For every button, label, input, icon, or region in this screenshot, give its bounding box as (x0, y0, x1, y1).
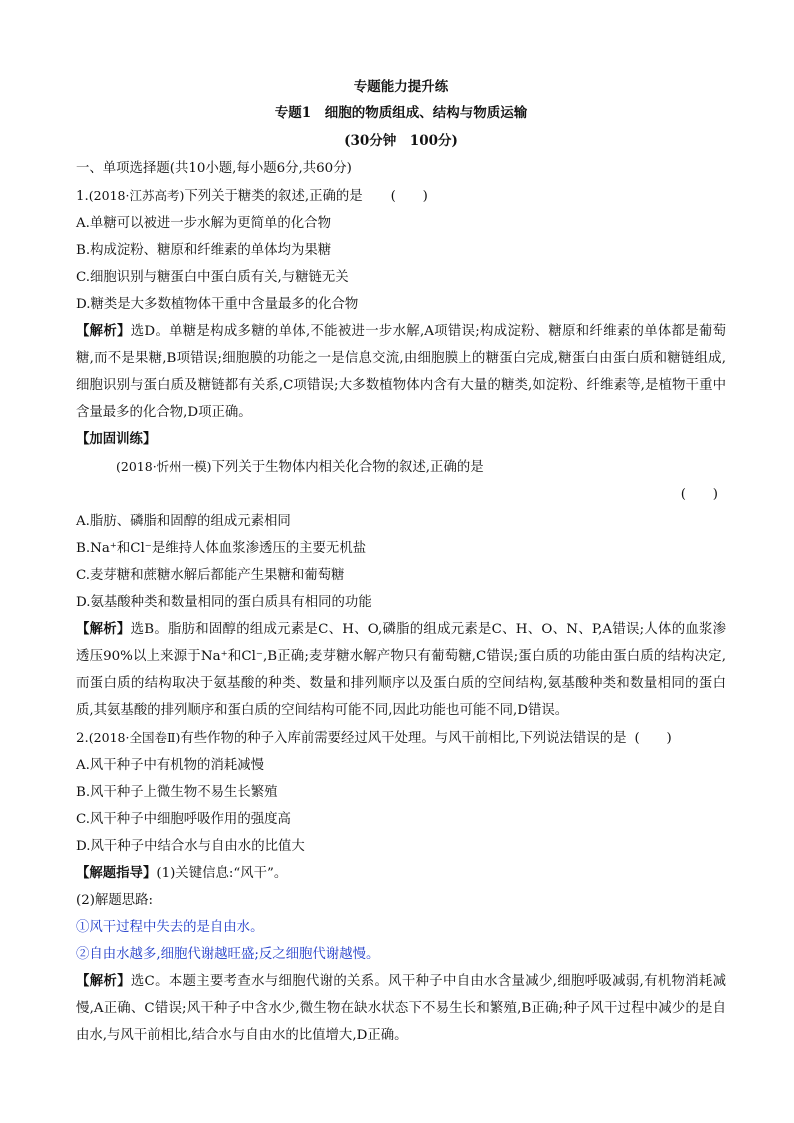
analysis-paragraph (76, 318, 726, 426)
analysis-text: 选C。本题主要考查水与细胞代谢的关系。风干种子中自由水含量减少,细胞呼吸减弱,有机物消耗减慢,A正确、C错误;风干种子中含水少,微生物在缺水状态下不易生长和繁殖,B正确;种子风干过程中减少的是自由水,与风干前相比,结合水与自由水的比值增大,D正确。 (76, 974, 726, 1043)
question-text: 有些作物的种子入库前需要经过风干处理。与风干前相比,下列说法错误的是 (180, 731, 627, 746)
question-source: (2018·忻州一模) (116, 459, 212, 474)
analysis-paragraph (76, 968, 726, 1049)
option-a: A.风干种子中有机物的消耗减慢 (76, 758, 265, 773)
time-score: (30分钟 100分) (344, 133, 458, 149)
answer-blank: ( ) (390, 189, 428, 204)
analysis-tag: 【解析】 (76, 323, 131, 339)
option-d: D.风干种子中结合水与自由水的比值大 (76, 839, 305, 854)
question-number: 2. (76, 731, 89, 746)
answer-blank: ( ) (680, 487, 718, 502)
reinforcement-stem (76, 453, 726, 481)
guide-point-1: ①风干过程中失去的是自由水。 (76, 920, 264, 935)
section-heading: 一、单项选择题(共10小题,每小题6分,共60分) (76, 161, 352, 176)
guide-line (76, 860, 726, 887)
document-page (76, 74, 726, 1049)
answer-blank: ( ) (634, 731, 672, 746)
option-c: C.风干种子中细胞呼吸作用的强度高 (76, 812, 291, 827)
page-title: 专题能力提升练 (353, 79, 449, 95)
reinforcement-tag: 【加固训练】 (76, 431, 157, 447)
question-source: (2018·江苏高考) (88, 188, 185, 203)
question-text: 下列关于生物体内相关化合物的叙述,正确的是 (211, 460, 484, 475)
question-text: 下列关于糖类的叙述,正确的是 (184, 189, 363, 204)
guide-tag: 【解题指导】 (76, 865, 157, 881)
option-b: B.风干种子上微生物不易生长繁殖 (76, 785, 278, 800)
analysis-text: 选B。脂肪和固醇的组成元素是C、H、O,磷脂的组成元素是C、H、O、N、P,A错误;人体的血浆渗透压90%以上来源于Na⁺和Cl⁻,B正确;麦芽糖水解产物只有葡萄糖,C错误;蛋白质的功能由蛋白质的结构决定,而蛋白质的结构取决于氨基酸的种类、数量和排列顺序以及蛋白质的空间结构,氨基酸种类和数量相同的蛋白质,其氨基酸的排列顺序和蛋白质的空间结构可能不同,因此功能也可能不同,D错误。 (76, 622, 727, 718)
question-1-stem (76, 182, 726, 210)
option-d: D.氨基酸种类和数量相同的蛋白质具有相同的功能 (76, 595, 372, 610)
analysis-paragraph (76, 616, 726, 724)
option-c: C.细胞识别与糖蛋白中蛋白质有关,与糖链无关 (76, 270, 349, 285)
analysis-tag: 【解析】 (76, 621, 131, 637)
option-a: A.单糖可以被进一步水解为更简单的化合物 (76, 216, 331, 231)
guide-point-2: ②自由水越多,细胞代谢越旺盛;反之细胞代谢越慢。 (76, 947, 380, 962)
question-number: 1. (76, 189, 89, 204)
analysis-text: 选D。单糖是构成多糖的单体,不能被进一步水解,A项错误;构成淀粉、糖原和纤维素的单体都是葡萄糖,而不是果糖,B项错误;细胞膜的功能之一是信息交流,由细胞膜上的糖蛋白完成,糖蛋白由蛋白质和糖链组成,细胞识别与蛋白质及糖链都有关系,C项错误;大多数植物体内含有大量的糖类,如淀粉、纤维素等,是植物干重中含量最多的化合物,D项正确。 (76, 324, 726, 420)
guide-key-info: (1)关键信息:“风干”。 (156, 866, 288, 881)
option-b: B.Na⁺和Cl⁻是维持人体血浆渗透压的主要无机盐 (76, 541, 367, 556)
option-d: D.糖类是大多数植物体干重中含量最多的化合物 (76, 297, 359, 312)
question-source: (2018·全国卷Ⅱ) (88, 730, 181, 745)
option-c: C.麦芽糖和蔗糖水解后都能产生果糖和葡萄糖 (76, 568, 345, 583)
question-2-stem (76, 724, 726, 752)
analysis-tag: 【解析】 (76, 973, 131, 989)
option-a: A.脂肪、磷脂和固醇的组成元素相同 (76, 514, 291, 529)
topic-subtitle: 专题1 细胞的物质组成、结构与物质运输 (274, 105, 528, 121)
option-b: B.构成淀粉、糖原和纤维素的单体均为果糖 (76, 243, 332, 258)
guide-approach: (2)解题思路: (76, 893, 154, 908)
